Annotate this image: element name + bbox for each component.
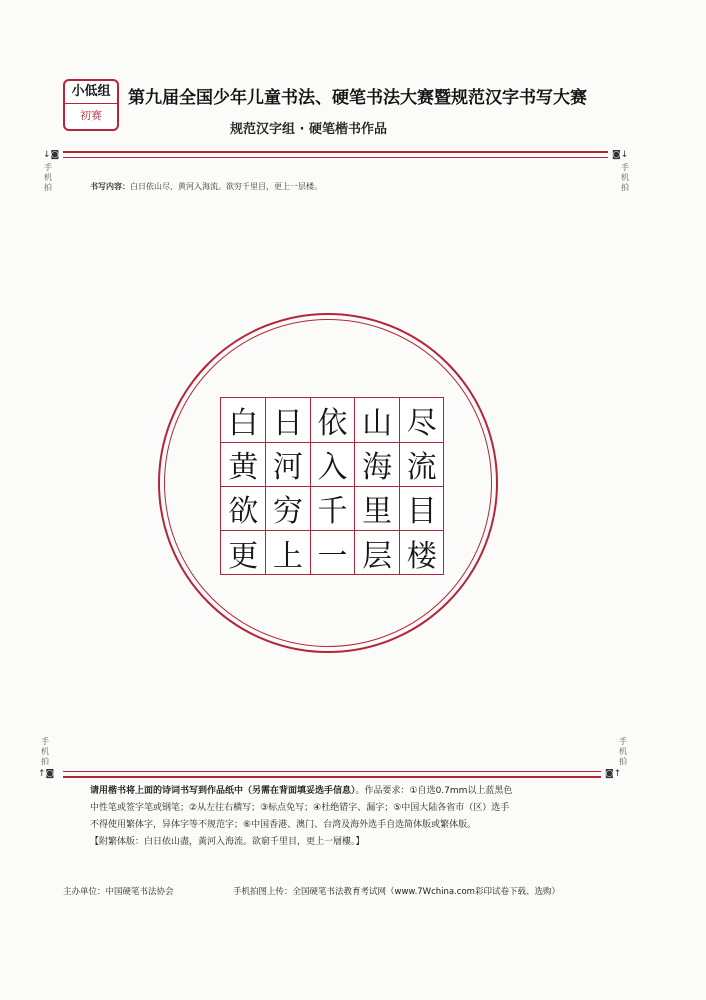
requirements-line-3: 不得使用繁体字，异体字等不规范字；⑥中国香港、澳门、台湾及海外选手自选简体版或繁体版。: [90, 820, 477, 830]
grid-char: 黄: [228, 450, 259, 486]
bottom-red-line: [63, 776, 601, 778]
badge-group-label: 小低组: [65, 81, 117, 104]
competition-subtitle: 规范汉字组 · 硬笔楷书作品: [230, 122, 387, 137]
grid-char: 上: [272, 538, 303, 574]
writing-content-label: 书写内容：: [90, 182, 130, 191]
grid-char: 一: [317, 538, 348, 574]
group-badge: [63, 79, 119, 131]
grid-char: 依: [317, 406, 348, 442]
writing-requirements: [90, 783, 620, 851]
grid-char: 更: [228, 538, 259, 574]
camera-icon: ◙↓: [612, 150, 629, 160]
upload-text: 手机拍图上传：全国硬笔书法教育考试网（www.7Wchina.com彩印试卷下载、选购）: [233, 887, 560, 897]
grid-char: 入: [317, 450, 348, 486]
badge-stage-label: 初赛: [80, 109, 102, 122]
requirements-line-1: 请用楷书将上面的诗词书写到作品纸中（另需在背面填妥选手信息）。作品要求：①自选0.7mm以上蓝黑色: [90, 786, 513, 796]
grid-char: 层: [362, 538, 393, 574]
bottom-red-line-thin: [63, 771, 601, 772]
top-red-line-thin: [63, 157, 608, 158]
top-red-line: [63, 151, 608, 153]
grid-char: 日: [272, 406, 303, 442]
side-label-left-bottom: 手 机 拍: [41, 737, 49, 766]
camera-icon: ↓◙: [43, 150, 60, 160]
grid-char: 尽: [406, 406, 437, 442]
writing-content: [90, 181, 322, 192]
side-label-right-top: 手 机 拍: [621, 163, 629, 192]
grid-char: 欲: [228, 494, 259, 530]
requirements-line-4: 【附繁体版：白日依山盡，黃河入海流。欲窮千里目，更上一層樓。】: [90, 837, 365, 847]
grid-char: 流: [406, 450, 437, 486]
camera-icon: ◙↑: [605, 769, 622, 779]
requirements-lead: 请用楷书将上面的诗词书写到作品纸中（另需在背面填妥选手信息）: [90, 786, 356, 796]
grid-char: 楼: [406, 538, 437, 574]
competition-title: 第九届全国少年儿童书法、硬笔书法大赛暨规范汉字书写大赛: [128, 88, 587, 108]
writing-content-text: 白日依山尽，黄河入海流。欲穷千里目，更上一层楼。: [130, 182, 322, 191]
poem-grid: [220, 397, 444, 575]
organizer-text: 主办单位：中国硬笔书法协会: [63, 887, 174, 897]
grid-char: 穷: [272, 494, 303, 530]
grid-char: 山: [362, 406, 393, 442]
grid-char: 白: [228, 406, 259, 442]
grid-char: 里: [362, 494, 393, 530]
side-label-right-bottom: 手 机 拍: [619, 737, 627, 766]
camera-icon: ↑◙: [38, 769, 55, 779]
side-label-left-top: 手 机 拍: [44, 163, 52, 192]
grid-char: 千: [317, 494, 348, 530]
grid-char: 河: [272, 450, 303, 486]
requirements-line-2: 中性笔或签字笔或钢笔；②从左往右横写；③标点免写；④杜绝错字、漏字；⑤中国大陆各省市（区）选手: [90, 803, 510, 813]
grid-char: 目: [406, 494, 437, 530]
grid-char: 海: [362, 450, 393, 486]
